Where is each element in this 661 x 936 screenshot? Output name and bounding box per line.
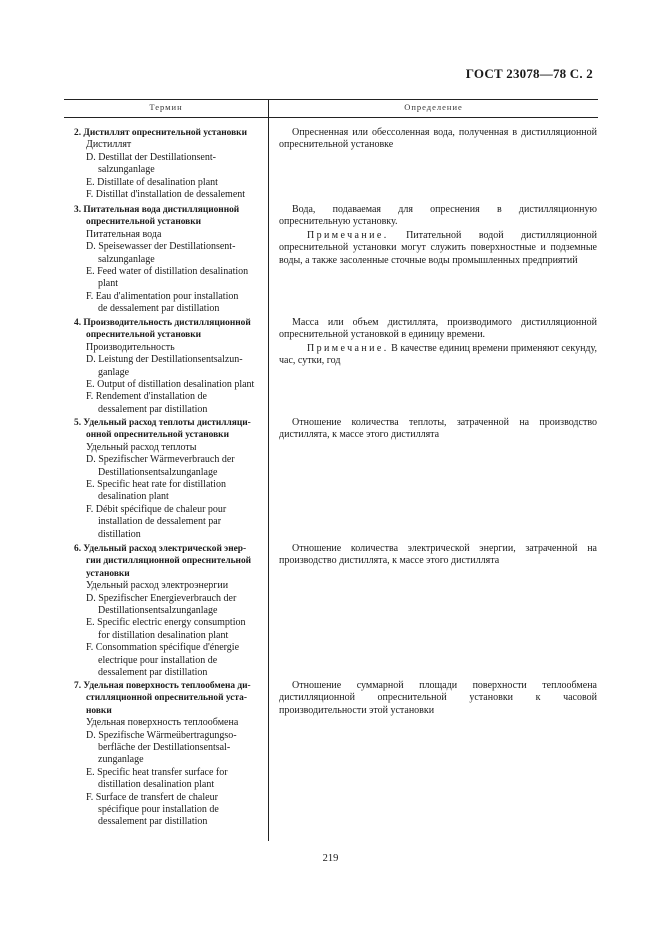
term-german-cont: berfläche der Destillationsentsal- <box>98 742 231 754</box>
term-entry-5 <box>74 417 268 541</box>
term-french: F. Distillat d'installation de dessalement <box>86 189 246 201</box>
term-entry-7 <box>74 680 268 829</box>
term-english-cont: distillation desalination plant <box>98 779 215 791</box>
term-short-name: Производительность <box>86 341 175 353</box>
term-short-name: Удельный расход теплоты <box>86 441 197 453</box>
term-english-cont: for distillation desalination plant <box>98 629 229 641</box>
term-german: D. Speisewasser der Destillationsent- <box>86 241 236 253</box>
definition-text: Отношение количества теплоты, затраченной на производство дистиллята, к массе этого дистиллята <box>279 417 597 441</box>
term-english: E. Specific heat rate for distillation <box>86 479 226 491</box>
definition-note <box>279 230 597 267</box>
definition-entry-5 <box>279 417 597 442</box>
term-title-cont: опреснительной установки <box>86 217 202 228</box>
term-english: E. Feed water of distillation desalination <box>86 266 249 278</box>
term-german: D. Spezifischer Wärmeverbrauch der <box>86 454 235 466</box>
term-title: 7. Удельная поверхность теплообмена ди- <box>74 681 251 691</box>
definition-text: Вода, подаваемая для опреснения в дистилляционную опреснительную установку. <box>279 204 597 228</box>
term-short-name: Дистиллят <box>86 139 132 151</box>
term-short-name: Удельный расход электроэнергии <box>86 580 229 592</box>
definition-note <box>279 343 597 368</box>
column-header-definition: Определение <box>404 102 463 112</box>
term-title-cont: онной опреснительной установки <box>86 430 229 441</box>
definition-text: Масса или объем дистиллята, производимого дистилляционной опреснительной установкой в единицу времени. <box>279 317 597 341</box>
term-french-cont: installation de dessalement par <box>98 516 222 528</box>
term-title-cont: стилляционной опреснительной уста- <box>86 693 247 704</box>
term-english-cont: desalination plant <box>98 491 169 503</box>
term-english: E. Specific heat transfer surface for <box>86 766 228 778</box>
term-german-cont: zunganlage <box>98 754 144 766</box>
definition-entry-2 <box>279 127 597 152</box>
term-german: D. Leistung der Destillationsentsalzun- <box>86 354 243 366</box>
page-number: 219 <box>322 853 339 864</box>
column-header-term: Термин <box>149 102 183 112</box>
term-german-cont: salzunganlage <box>98 253 155 265</box>
term-german-cont: salzunganlage <box>98 164 155 176</box>
definition-entry-6 <box>279 543 597 568</box>
term-short-name: Удельная поверхность теплообмена <box>86 717 239 729</box>
term-entry-3 <box>74 204 268 316</box>
term-english: E. Specific electric energy consumption <box>86 617 246 629</box>
definition-text: Отношение суммарной площади поверхности теплообмена дистилляционной опреснительной установки к часовой производительности этой установки <box>279 680 597 716</box>
note-label: Примечание. <box>307 342 389 354</box>
term-french-cont: dessalement par distillation <box>98 403 208 415</box>
term-german-cont: Destillationsentsalzunganlage <box>98 605 218 617</box>
term-french: F. Rendement d'installation de <box>86 391 207 403</box>
term-german: D. Spezifischer Energieverbrauch der <box>86 592 237 604</box>
table-header-rule <box>64 117 598 118</box>
term-entry-6 <box>74 543 268 679</box>
definition-entry-4 <box>279 317 597 368</box>
term-french: F. Débit spécifique de chaleur pour <box>86 503 227 515</box>
term-french-cont: distillation <box>98 528 141 540</box>
term-short-name: Питательная вода <box>86 228 162 240</box>
note-text: В качестве единиц времени применяют секунду, час, сутки, год <box>279 342 598 367</box>
term-entry-2 <box>74 127 268 201</box>
term-title: 2. Дистиллят опреснительной установки <box>74 128 247 138</box>
term-german-cont: Destillationsentsalzunganlage <box>98 466 218 478</box>
term-title-cont: установки <box>86 568 130 579</box>
term-entry-4 <box>74 317 268 416</box>
term-french: F. Eau d'alimentation pour installation <box>86 290 239 302</box>
term-title-cont: новки <box>86 705 112 716</box>
term-german: D. Spezifische Wärmeübertragungso- <box>86 729 237 741</box>
definition-text: Отношение количества электрической энергии, затраченной на производство дистиллята, к массе этого дистиллята <box>279 543 597 567</box>
definition-text: Опресненная или обессоленная вода, полученная в дистилляционной опреснительной установке <box>279 127 597 151</box>
term-french-cont: spécifique pour installation de <box>98 804 219 816</box>
term-german: D. Destillat der Destillationsent- <box>86 151 216 163</box>
term-title: 5. Удельный расход теплоты дистилляци- <box>74 418 251 428</box>
page-header: ГОСТ 23078—78 С. 2 <box>465 66 593 81</box>
term-french-cont: dessalement par distillation <box>98 667 208 679</box>
term-french-cont: dessalement par distillation <box>98 816 208 828</box>
note-text: Питательной водой дистилляционной опреснительной установки могут служить поверхностные и подземные воды, а также засоленные сточные воды промышленных предприятий <box>279 229 597 266</box>
definition-entry-3 <box>279 204 597 267</box>
term-english-cont: plant <box>98 278 118 290</box>
term-title-cont: гии дистилляционной опреснительной <box>86 556 252 567</box>
term-title: 3. Питательная вода дистилляционной <box>74 205 240 215</box>
term-french: F. Surface de transfert de chaleur <box>86 791 218 803</box>
term-english: E. Output of distillation desalination plant <box>86 379 255 391</box>
term-french-cont: de dessalement par distillation <box>98 303 220 315</box>
term-german-cont: ganlage <box>98 366 130 378</box>
note-label: Примечание. <box>307 229 389 241</box>
term-french-cont: electrique pour installation de <box>98 654 218 666</box>
term-title: 4. Производительность дистилляционной <box>74 318 251 328</box>
term-french: F. Consommation spécifique d'énergie <box>86 642 240 654</box>
term-english: E. Distillate of desalination plant <box>86 176 218 188</box>
column-divider <box>268 99 269 841</box>
definition-entry-7 <box>279 680 597 717</box>
term-title: 6. Удельный расход электрической энер- <box>74 544 247 554</box>
table-top-rule <box>64 99 598 100</box>
term-title-cont: опреснительной установки <box>86 330 202 341</box>
